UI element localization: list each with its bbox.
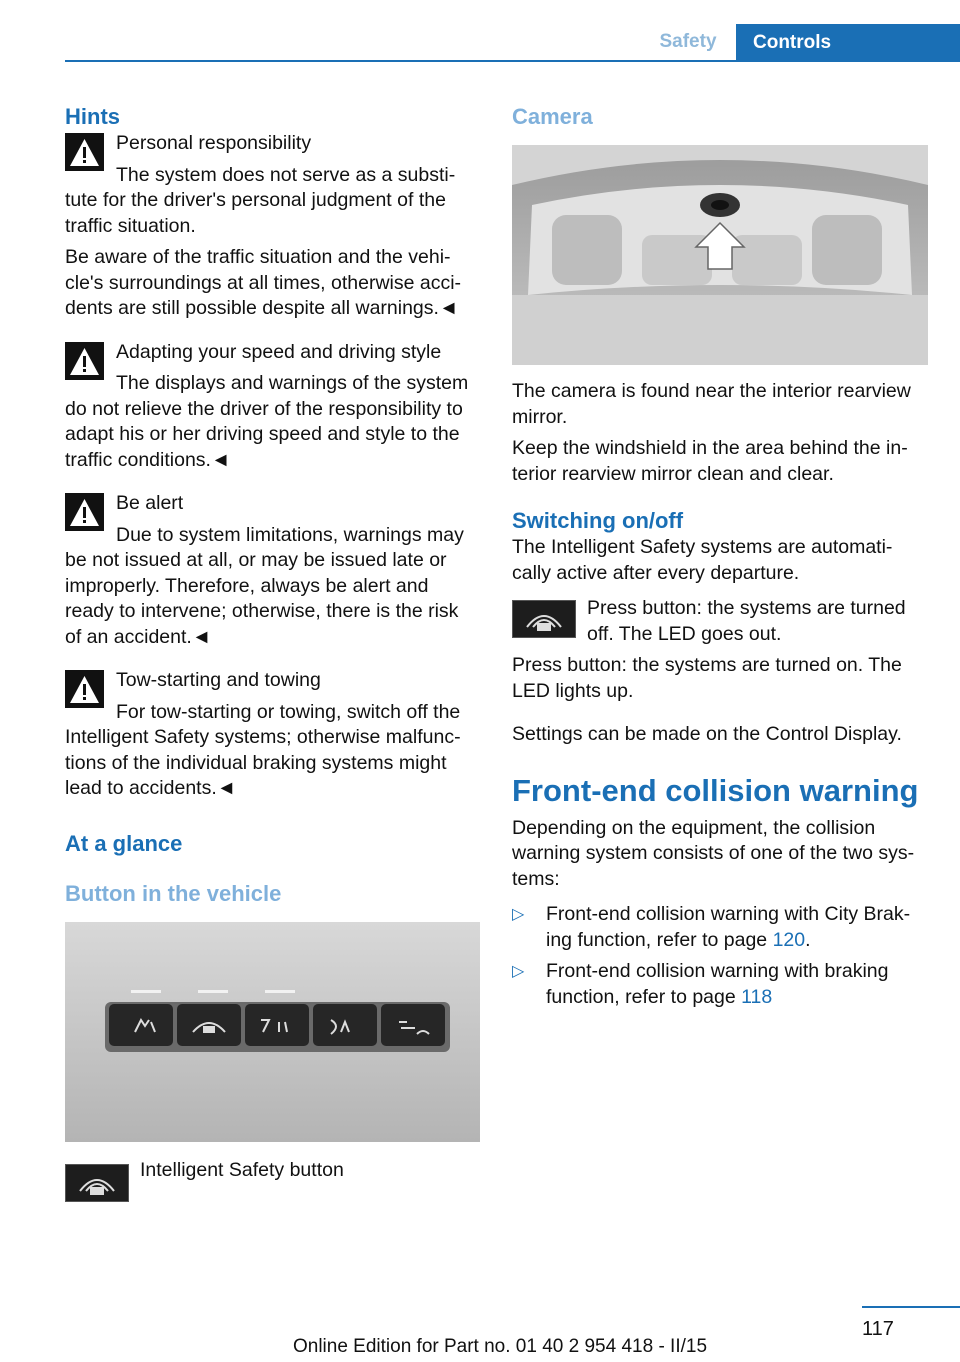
switching-text-3: Settings can be made on the Control Display.: [512, 723, 902, 745]
intelligent-safety-button-icon: [512, 600, 576, 638]
header-chapter-tab: Controls: [736, 24, 960, 62]
warning-title: Tow-starting and towing: [116, 669, 321, 691]
fcw-item-tail: .: [805, 928, 811, 951]
warning-text-first: Due to system limitations, warnings may: [116, 523, 464, 546]
fcw-item-text: Front-end collision warning with City Brak-ing function, refer to page: [546, 903, 911, 951]
warning-personal-responsibility: [65, 131, 480, 322]
right-column: [512, 100, 928, 1010]
warning-title: Personal responsibility: [116, 132, 312, 154]
warning-adapting-speed: [65, 340, 480, 474]
warning-triangle-icon: [65, 670, 104, 708]
hints-heading: Hints: [65, 104, 120, 129]
warning-title: Be alert: [116, 492, 184, 514]
fcw-list-item-city-braking: [512, 902, 928, 953]
warning-text-rest: do not relieve the driver of the responsibility to adapt his or her driving speed and style to the traffic conditions.◄: [65, 397, 463, 471]
list-bullet-icon: ▷: [512, 963, 525, 980]
page-number-rule: [862, 1306, 960, 1308]
warning-text-rest: be not issued at all, or may be issued late or improperly. Therefore, always be alert and ready to intervene; otherwise, there is the risk of an accident.◄: [65, 549, 459, 648]
switching-button-text: Press button: the systems are turned off. The LED goes out.: [587, 597, 906, 645]
at-a-glance-heading: At a glance: [65, 830, 183, 856]
header-section-label: Safety: [659, 31, 717, 52]
page-link-118[interactable]: 118: [741, 985, 773, 1008]
warning-text-first: For tow-starting or towing, switch off the: [116, 700, 461, 723]
camera-heading: Camera: [512, 104, 593, 129]
page-number: 117: [862, 1318, 894, 1340]
left-column: [65, 100, 480, 1204]
intelligent-safety-button-icon: [65, 1164, 129, 1202]
switching-text-1: The Intelligent Safety systems are automati-cally active after every departure.: [512, 536, 893, 584]
button-in-vehicle-heading: Button in the vehicle: [65, 880, 282, 906]
edition-footer: Online Edition for Part no. 01 40 2 954 418 - II/15: [292, 1336, 708, 1357]
warning-text-extra: Be aware of the traffic situation and the vehi-cle's surroundings at all times, otherwise acci-dents are still possible despite all warnings.◄: [65, 246, 462, 319]
warning-tow-starting: [65, 668, 480, 802]
warning-triangle-icon: [65, 342, 104, 380]
warning-text-rest: Intelligent Safety systems; otherwise malfunc-tions of the individual braking systems might lead to accidents.◄: [65, 726, 461, 799]
intelligent-safety-button-legend: [65, 1158, 480, 1204]
button-panel-photo: [65, 922, 480, 1142]
warning-triangle-icon: [65, 133, 104, 171]
camera-photo: [512, 145, 928, 365]
warning-text-first: The displays and warnings of the system: [116, 372, 469, 394]
intelligent-safety-button-label: Intelligent Safety button: [140, 1158, 344, 1181]
fcw-text-1: Depending on the equipment, the collision warning system consists of one of the two sys-tems:: [512, 816, 915, 890]
camera-text-1: The camera is found near the interior rearview mirror.: [512, 380, 911, 428]
camera-text-2: Keep the windshield in the area behind the in-terior rearview mirror clean and clear.: [512, 437, 908, 485]
warning-title: Adapting your speed and driving style: [116, 340, 442, 363]
switching-heading: Switching on/off: [512, 508, 684, 533]
switching-button-row: [512, 596, 928, 647]
list-bullet-icon: ▷: [512, 906, 525, 923]
front-end-collision-heading: Front-end collision warning: [512, 772, 919, 808]
warning-triangle-icon: [65, 493, 104, 531]
warning-text-first: The system does not serve as a substi-: [116, 163, 456, 186]
header-rule: [65, 60, 960, 62]
fcw-item-text: Front-end collision warning with braking function, refer to page: [546, 960, 889, 1008]
warning-be-alert: [65, 491, 480, 650]
fcw-list-item-braking: [512, 959, 928, 1010]
page-link-120[interactable]: 120: [772, 928, 806, 951]
switching-text-2: Press button: the systems are turned on. The LED lights up.: [512, 654, 902, 702]
warning-text-rest: tute for the driver's personal judgment of the traffic situation.: [65, 189, 446, 237]
